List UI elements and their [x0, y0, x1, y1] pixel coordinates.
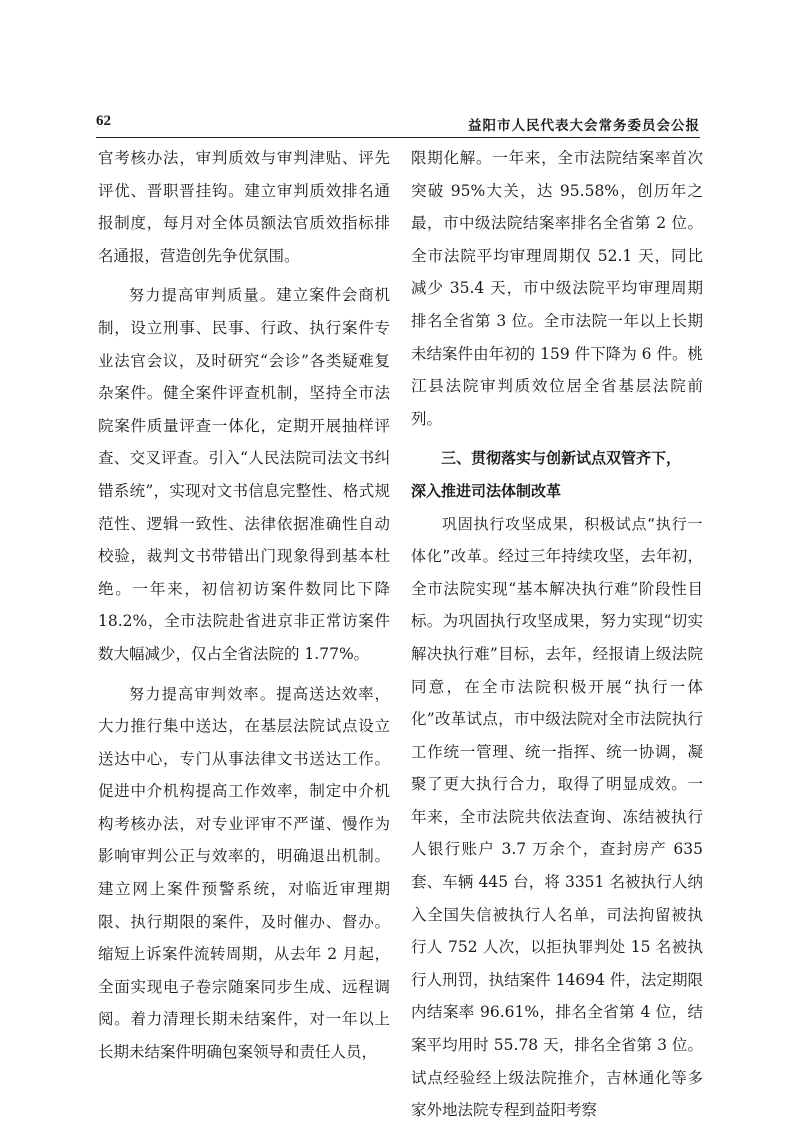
paragraph-body-quality: 建立案件会商机制，设立刑事、民事、行政、执行案件专业法官会议，及时研究“会诊”各类疑难复杂案件。健全案件评查机制，坚持全市法院案件质量评查一体化，定期开展抽样评查、交叉评查。引入“人民法院司法文书纠错系统”，实现对文书信息完整性、格式规范性、逻辑一致性、法律依据准确性自动校验，裁判文书带错出门现象得到基本杜绝。一年来，初信初访案件数同比下降 18.2%，全市法院赴省进京非正常访案件数大幅减少，仅占全省法院的 1.77%。: [98, 286, 390, 663]
paragraph-lead-enforcement: 巩固执行攻坚成果，积极试点“执行一体化”改革。: [411, 514, 703, 566]
section-heading-line-2: 深入推进司法体制改革: [411, 481, 562, 500]
left-column: [98, 142, 390, 1076]
paragraph-lead-quality: 努力提高审判质量。: [129, 286, 277, 305]
journal-title: 益阳市人民代表大会常务委员会公报: [468, 118, 700, 134]
right-column: [411, 142, 703, 1134]
paragraph-enforcement: [411, 508, 703, 1127]
paragraph-continuation: 官考核办法，审判质效与审判津贴、评先评优、晋职晋挂钩。建立审判质效排名通报制度，每月对全体员额法官质效指标排名通报，营造创先争优氛围。: [98, 149, 390, 265]
header-rule: [96, 137, 700, 138]
paragraph-efficiency: [98, 678, 390, 1069]
paragraph-lead-efficiency: 努力提高审判效率。: [129, 684, 277, 703]
paragraph-results: 限期化解。一年来，全市法院结案率首次突破 95%大关，达 95.58%，创历年之最，市中级法院结案率排名全省第 2 位。全市法院平均审理周期仅 52.1 天，同比减少 35.4 天，市中级法院平均审理周期排名全省第 3 位。全市法院一年以上长期未结案件由年初的 159 件下降为 6 件。桃江县法院审判质效位居全省基层法院前列。: [411, 149, 703, 428]
paragraph-body-efficiency: 提高送达效率，大力推行集中送达，在基层法院试点设立送达中心，专门从事法律文书送达工作。促进中介机构提高工作效率，制定中介机构考核办法，对专业评审不严谨、慢作为影响审判公正与效率的，明确退出机制。建立网上案件预警系统，对临近审理期限、执行期限的案件，及时催办、督办。缩短上诉案件流转周期，从去年 2 月起，全面实现电子卷宗随案同步生成、远程调阅。着力清理长期未结案件，对一年以上长期未结案件明确包案领导和责任人员，: [98, 684, 390, 1062]
paragraph-body-enforcement: 经过三年持续攻坚，去年初，全市法院实现“基本解决执行难”阶段性目标。为巩固执行攻坚成果，努力实现“切实解决执行难”目标，去年，经报请上级法院同意，在全市法院积极开展“执行一体化”改革试点，市中级法院对全市法院执行工作统一管理、统一指挥、统一协调，凝聚了更大执行合力，取得了明显成效。一年来，全市法院共依法查询、冻结被执行人银行账户 3.7 万余个，查封房产 635 套、车辆 445 台，将 3351 名被执行人纳入全国失信被执行人名单，司法拘留被执行人 752 人次，以拒执罪判处 15 名被执行人刑罚，执结案件 14694 件，法定期限内结案率 96.61%，排名全省第 4 位，结案平均用时 55.78 天，排名全省第 3 位。试点经验经上级法院推介，吉林通化等多家外地法院专程到益阳考察: [411, 547, 703, 1120]
section-heading-line-1: 三、贯彻落实与创新试点双管齐下，: [441, 449, 682, 468]
page-number: 62: [96, 113, 111, 129]
paragraph-quality: [98, 279, 390, 670]
running-header: [96, 113, 700, 137]
